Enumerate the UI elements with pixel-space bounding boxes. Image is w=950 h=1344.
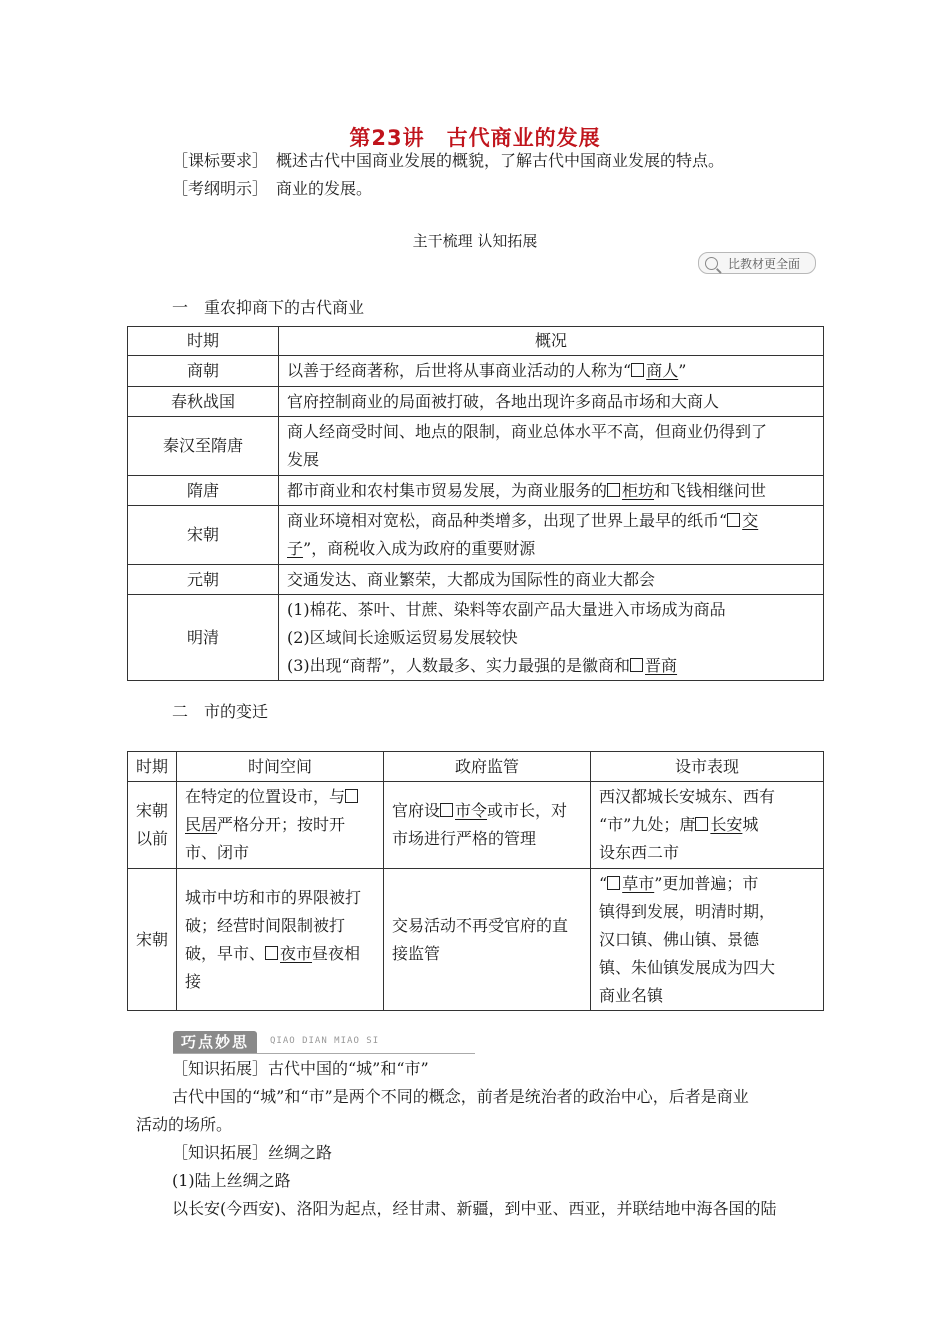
blank-box-icon (440, 803, 453, 817)
blank-box-icon (631, 363, 644, 377)
search-pill-label: 比教材更全面 (728, 256, 801, 271)
table-row (128, 595, 824, 681)
header-government: 政府监管 (384, 752, 591, 782)
overview-cell: (1)棉花、茶叶、甘蔗、染料等农副产品大量进入市场成为商品 (2)区域间长途贩运贸易发展较快 (3)出现“商帮”，人数最多、实力最强的是徽商和 晋商 (279, 595, 824, 681)
period-cell: 明清 (128, 595, 279, 681)
table-row (128, 782, 824, 869)
period-cell: 春秋战国 (128, 387, 279, 417)
knowledge-title-2: ［知识拓展］丝绸之路 (172, 1143, 333, 1162)
overview-cell: 商业环境相对宽松，商品种类增多，出现了世界上最早的纸币“ 交 子”，商税收入成为政府的重要财源 (279, 506, 824, 565)
market-table (127, 751, 824, 1011)
overview-cell: 官府控制商业的局面被打破，各地出现许多商品市场和大商人 (279, 387, 824, 417)
table-row (128, 356, 824, 387)
curriculum-requirement: ［课标要求］ 概述古代中国商业发展的概貌，了解古代中国商业发展的特点。 (172, 151, 725, 170)
commerce-table (127, 326, 824, 681)
blank-box-icon (607, 483, 620, 497)
table-header-row (128, 752, 824, 782)
knowledge-subtitle: (1)陆上丝绸之路 (172, 1171, 291, 1190)
blank-box-icon (345, 789, 358, 803)
blank-box-icon (607, 876, 620, 890)
header-period: 时期 (128, 327, 279, 356)
part2-heading: 二 市的变迁 (172, 702, 269, 721)
blank-box-icon (630, 658, 643, 672)
time-space-cell: 在特定的位置设市，与 民居严格分开；按时开 市、闭市 (177, 782, 384, 869)
table-header-row (128, 327, 824, 356)
knowledge-paragraph-line: 以长安(今西安)、洛阳为起点，经甘肃、新疆，到中亚、西亚，并联结地中海各国的陆 (172, 1199, 777, 1218)
header-period: 时期 (128, 752, 177, 782)
knowledge-paragraph-line: 古代中国的“城”和“市”是两个不同的概念，前者是统治者的政治中心，后者是商业 (172, 1087, 749, 1106)
overview-cell: 以善于经商著称，后世将从事商业活动的人称为“ 商人” (279, 356, 824, 387)
page-title: 第23讲 古代商业的发展 (349, 126, 601, 150)
table-row (128, 506, 824, 565)
government-cell: 官府设 市令或市长，对 市场进行严格的管理 (384, 782, 591, 869)
table-row (128, 387, 824, 417)
tips-badge: 巧点妙思 (173, 1031, 257, 1053)
blank-box-icon (265, 946, 278, 960)
search-pill[interactable] (698, 252, 816, 274)
period-cell: 商朝 (128, 356, 279, 387)
overview-cell: 商人经商受时间、地点的限制，商业总体水平不高，但商业仍得到了 发展 (279, 417, 824, 476)
time-space-cell: 城市中坊和市的界限被打 破；经营时间限制被打 破，早市、 夜市昼夜相 接 (177, 869, 384, 1011)
period-cell: 元朝 (128, 565, 279, 595)
period-cell: 宋朝 (128, 869, 177, 1011)
period-cell: 宋朝 以前 (128, 782, 177, 869)
divider (173, 1053, 475, 1054)
market-cell: 西汉都城长安城东、西有 “市”九处；唐 长安城 设东西二市 (591, 782, 824, 869)
header-market: 设市表现 (591, 752, 824, 782)
table-row (128, 565, 824, 595)
overview-cell: 都市商业和农村集市贸易发展，为商业服务的 柜坊和飞钱相继问世 (279, 476, 824, 506)
period-cell: 宋朝 (128, 506, 279, 565)
part1-heading: 一 重农抑商下的古代商业 (172, 298, 365, 317)
market-cell: “ 草市”更加普遍；市 镇得到发展，明清时期， 汉口镇、佛山镇、景德 镇、朱仙镇发展成为四大 商业名镇 (591, 869, 824, 1011)
period-cell: 秦汉至隋唐 (128, 417, 279, 476)
period-cell: 隋唐 (128, 476, 279, 506)
table-row (128, 869, 824, 1011)
overview-cell: 交通发达、商业繁荣，大都成为国际性的商业大都会 (279, 565, 824, 595)
government-cell: 交易活动不再受官府的直 接监管 (384, 869, 591, 1011)
section-title: 主干梳理 认知拓展 (412, 232, 538, 250)
knowledge-title-1: ［知识拓展］古代中国的“城”和“市” (172, 1059, 429, 1078)
blank-box-icon (727, 513, 740, 527)
header-overview: 概况 (279, 327, 824, 356)
table-row (128, 417, 824, 476)
table-row (128, 476, 824, 506)
knowledge-paragraph-line: 活动的场所。 (136, 1115, 233, 1134)
blank-box-icon (695, 817, 708, 831)
search-icon (705, 257, 718, 270)
exam-outline: ［考纲明示］ 商业的发展。 (172, 179, 373, 198)
tips-badge-subtitle: QIAO DIAN MIAO SI (270, 1036, 380, 1046)
header-time-space: 时间空间 (177, 752, 384, 782)
